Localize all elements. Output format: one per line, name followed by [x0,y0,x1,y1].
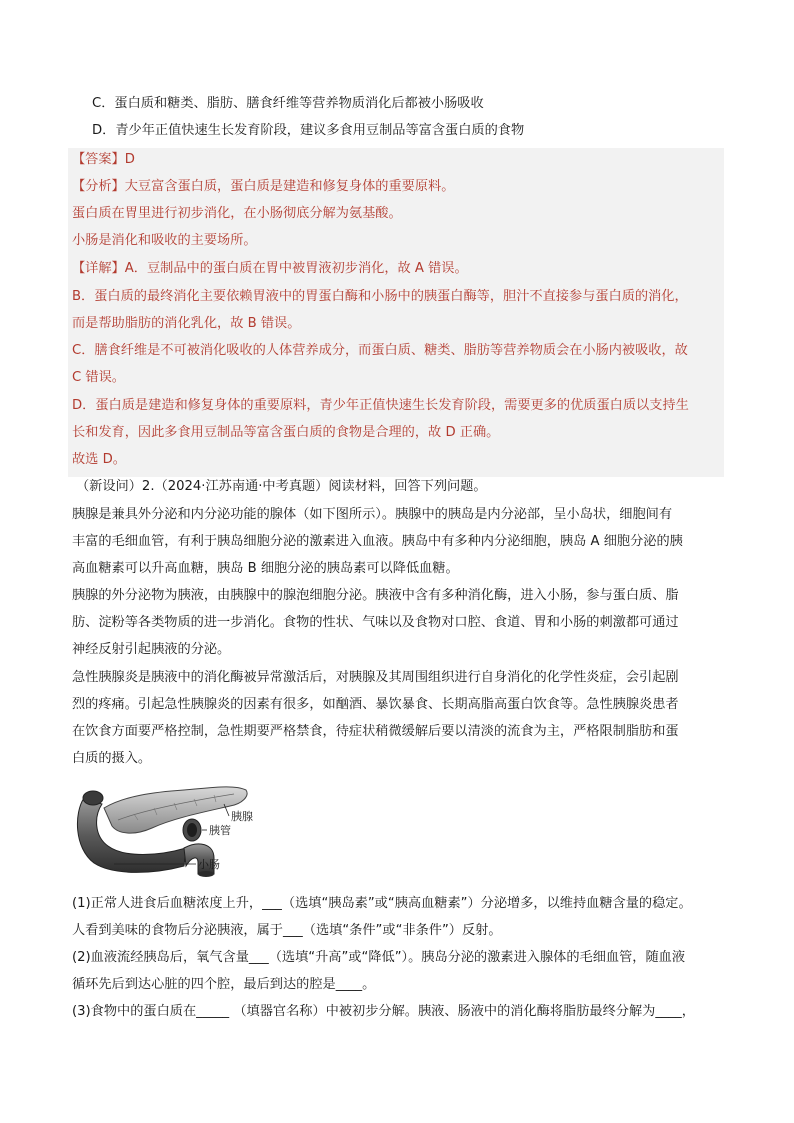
option-d: D．青少年正值快速生长发育阶段，建议多食用豆制品等富含蛋白质的食物 [92,123,525,138]
paragraph-line-3: 高血糖素可以升高血糖，胰岛 B 细胞分泌的胰岛素可以降低血糖。 [72,561,459,576]
paragraph-line-2: 丰富的毛细血管，有利于胰岛细胞分泌的激素进入血液。胰岛中有多种内分泌细胞，胰岛 A 细胞分泌的胰 [72,534,683,549]
paragraph-line-7: 急性胰腺炎是胰液中的消化酶被异常激活后，对胰腺及其周围组织进行自身消化的化学性炎症，会引起剧 [72,670,679,685]
pancreas-drawing [74,778,274,878]
answer-label: 【答案】 [72,152,125,167]
option-c: C．蛋白质和糖类、脂肪、膳食纤维等营养物质消化后都被小肠吸收 [92,96,484,111]
detail-text: A．豆制品中的蛋白质在胃中被胃液初步消化，故 A 错误。 [124,261,468,276]
sub-question-line-4: 循环先后到达心脏的四个腔，最后到达的腔是____。 [72,977,376,992]
detail-line-1 [72,260,468,278]
detail-line-8: 故选 D。 [72,452,126,467]
paragraph-line-4: 胰腺的外分泌物为胰液，由胰腺中的腺泡细胞分泌。胰液中含有多种消化酶，进入小肠，参与蛋白质、脂 [72,588,679,603]
paragraph-line-6: 神经反射引起胰液的分泌。 [72,642,231,657]
paragraph-line-5: 肪、淀粉等各类物质的进一步消化。食物的性状、气味以及食物对口腔、食道、胃和小肠的刺激都可通过 [72,615,679,630]
detail-line-6: D．蛋白质是建造和修复身体的重要原料，青少年正值快速生长发育阶段，需要更多的优质蛋白质以支持生 [72,398,689,413]
paragraph-line-8: 烈的疼痛。引起急性胰腺炎的因素有很多，如酗酒、暴饮暴食、长期高脂高蛋白饮食等。急性胰腺炎患者 [72,697,679,712]
analysis-line-3: 小肠是消化和吸收的主要场所。 [72,233,257,248]
sub-question-line-1: (1)正常人进食后血糖浓度上升，___（选填“胰岛素”或“胰高血糖素”）分泌增多，以维持血糖含量的稳定。 [72,896,692,911]
analysis-label: 【分析】 [72,179,125,194]
paragraph-line-9: 在饮食方面要严格控制，急性期要严格禁食，待症状稍微缓解后要以清淡的流食为主，严格限制脂肪和蛋 [72,724,679,739]
sub-question-line-3: (2)血液流经胰岛后，氧气含量___（选填“升高”或“降低”）。胰岛分泌的激素进入腺体的毛细血管，随血液 [72,950,686,965]
sub-question-line-2: 人看到美味的食物后分泌胰液，属于___（选填“条件”或“非条件”）反射。 [72,923,502,938]
figure-label-pancreas: 胰腺 [231,810,253,823]
detail-line-7: 长和发育，因此多食用豆制品等富含蛋白质的食物是合理的，故 D 正确。 [72,425,500,440]
detail-line-4: C．膳食纤维是不可被消化吸收的人体营养成分，而蛋白质、糖类、脂肪等营养物质会在小肠内被吸收，故 [72,343,688,358]
detail-line-5: C 错误。 [72,370,125,385]
answer-value: D [124,152,135,167]
paragraph-line-10: 白质的摄入。 [72,751,152,766]
detail-line-3: 而是帮助脂肪的消化乳化，故 B 错误。 [72,316,301,331]
detail-line-2: B．蛋白质的最终消化主要依赖胃液中的胃蛋白酶和小肠中的胰蛋白酶等，胆汁不直接参与蛋白质的消化， [72,289,688,304]
sub-question-line-5: (3)食物中的蛋白质在_____ （填器官名称）中被初步分解。胰液、肠液中的消化酶将脂肪最终分解为____， [72,1004,695,1019]
paragraph-line-1: 胰腺是兼具外分泌和内分泌功能的腺体（如下图所示）。胰腺中的胰岛是内分泌部，呈小岛状，细胞间有 [72,507,673,522]
question-header: （新设问）2.（2024·江苏南通·中考真题）阅读材料，回答下列问题。 [76,479,487,494]
analysis-line-2: 蛋白质在胃里进行初步消化，在小肠彻底分解为氨基酸。 [72,206,402,221]
answer-line [72,151,135,169]
detail-label: 【详解】 [72,261,125,276]
figure-label-intestine: 小肠 [198,858,220,871]
analysis-text: 大豆富含蛋白质，蛋白质是建造和修复身体的重要原料。 [124,179,455,194]
analysis-line-1 [72,178,454,196]
pancreas-illustration [74,778,274,878]
figure-label-duct: 胰管 [209,824,231,837]
